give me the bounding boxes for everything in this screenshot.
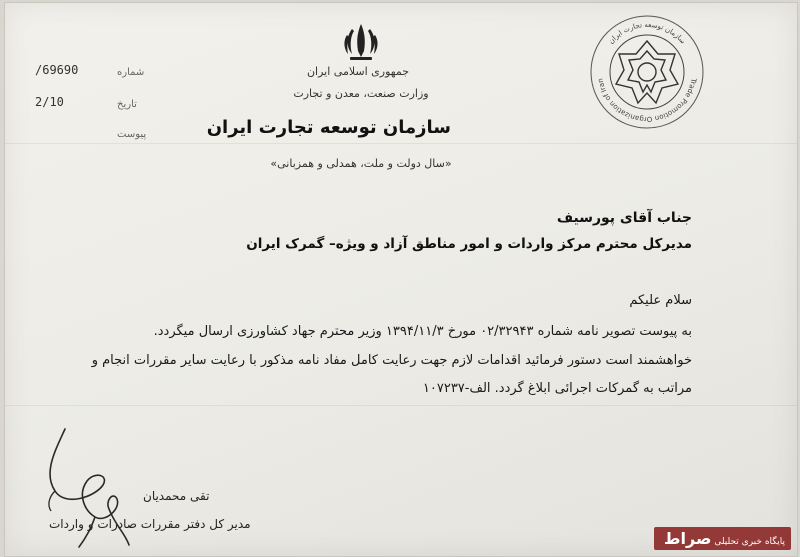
greeting-text: سلام علیکم <box>629 293 692 308</box>
republic-text: جمهوری اسلامی ایران <box>306 65 409 78</box>
news-watermark <box>654 527 791 550</box>
svg-text:Trade Promotion Organization o: Trade Promotion Organization of Iran <box>596 77 698 124</box>
letter-date-label: تاریخ <box>117 99 137 110</box>
letter-date-value: 2/10 <box>35 95 64 109</box>
organization-seal-icon <box>588 13 706 131</box>
body-line-2: خواهشمند است دستور فرمائید اقدامات لازم جهت رعایت کامل مفاد نامه مذکور با رعایت سایر مقررات انجام و <box>91 353 692 368</box>
handwritten-signature-icon <box>25 421 155 551</box>
body-line-3: مراتب به گمرکات اجرائی ابلاغ گردد. الف-۱۰۷۲۳۷ <box>422 381 692 396</box>
watermark-text: پایگاه خبری تحلیلی <box>714 537 785 547</box>
svg-text:سازمان توسعه تجارت ایران: سازمان توسعه تجارت ایران <box>607 20 687 46</box>
motto-text: «سال دولت و ملت، همدلی و همزبانی» <box>270 157 452 170</box>
recipient-name: جناب آقای پورسیف <box>556 210 692 226</box>
ministry-text: وزارت صنعت، معدن و تجارت <box>293 87 429 100</box>
body-line-1: به پیوست تصویر نامه شماره ۰۲/۳۲۹۴۳ مورخ ۱۳۹۴/۱۱/۳ وزیر محترم جهاد کشاورزی ارسال میگردد. <box>153 324 692 339</box>
watermark-logo: صراط <box>663 529 712 548</box>
letter-page <box>4 2 798 557</box>
letter-number-value: /69690 <box>35 63 79 77</box>
letter-attachment-label: پیوست <box>117 129 147 140</box>
recipient-title: مدیرکل محترم مرکز واردات و امور مناطق آزاد و ویژه– گمرک ایران <box>246 236 692 252</box>
letter-number-label: شماره <box>117 67 145 78</box>
signatory-title: مدیر کل دفتر مقررات صادرات و واردات <box>49 517 251 531</box>
signatory-name: تقی محمدیان <box>143 489 210 503</box>
organization-name: سازمان توسعه تجارت ایران <box>206 117 451 138</box>
iran-emblem-icon <box>340 21 382 63</box>
